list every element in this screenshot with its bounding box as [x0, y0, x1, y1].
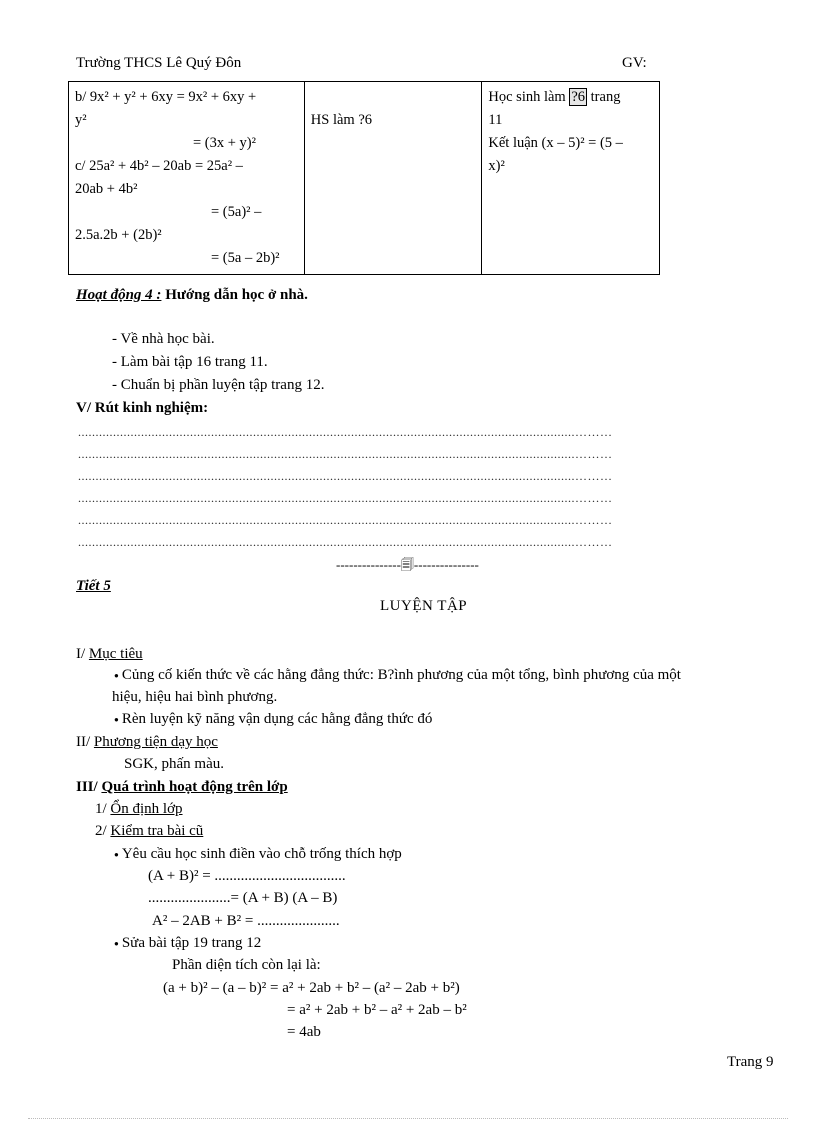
section1-title: Mục tiêu — [88, 646, 143, 662]
task-item — [114, 846, 402, 863]
solution-line: Phần diện tích còn lại là: — [172, 957, 321, 973]
solution-line: = 4ab — [287, 1024, 321, 1040]
table-line: = (5a – 2b)² — [211, 250, 280, 266]
subsection-1 — [95, 801, 183, 818]
task-text: Yêu cầu học sinh điền vào chỗ trống thích hợp — [121, 846, 402, 862]
section2-title: Phương tiện dạy học — [93, 734, 218, 750]
lesson-label: Tiết 5 — [76, 578, 111, 594]
section2-num: II/ — [76, 734, 94, 750]
page-number: Trang 9 — [727, 1054, 774, 1070]
header-school: Trường THCS Lê Quý Đôn — [76, 55, 242, 71]
homework-item: - Làm bài tập 16 trang 11. — [112, 354, 268, 370]
subsection-2 — [95, 823, 203, 840]
dotted-line: ..............................................................................................................................................……… — [78, 447, 613, 461]
activity4-title: Hướng dẫn học ở nhà. — [161, 287, 308, 303]
lesson-title: LUYỆN TẬP — [380, 598, 468, 614]
objective-item — [114, 667, 681, 684]
dotted-line: ..............................................................................................................................................……… — [78, 535, 613, 549]
table-line: x)² — [488, 158, 505, 174]
table-line: c/ 25a² + 4b² – 20ab = 25a² – — [75, 158, 243, 174]
section1-num: I/ — [76, 646, 89, 662]
activity4-heading — [76, 287, 308, 304]
table-cell-student — [304, 82, 482, 275]
page-bottom-rule — [28, 1118, 788, 1119]
notes-pre: Học sinh làm — [488, 89, 570, 105]
activity4-label: Hoạt động 4 : — [76, 287, 162, 303]
materials-text: SGK, phấn màu. — [124, 756, 224, 772]
table-line: 20ab + 4b² — [75, 181, 138, 197]
homework-item: - Về nhà học bài. — [112, 331, 215, 347]
table-line: Kết luận (x – 5)² = (5 – — [488, 135, 623, 151]
table-line: = (5a)² – — [211, 204, 262, 220]
notes-post: trang — [587, 89, 621, 105]
homework-item: - Chuẩn bị phần luyện tập trang 12. — [112, 377, 325, 393]
table-line — [488, 86, 653, 109]
experience-heading: V/ Rút kinh nghiệm: — [76, 400, 209, 416]
objective-continuation: hiệu, hiệu hai bình phương. — [112, 689, 278, 705]
table-line: b/ 9x² + y² + 6xy = 9x² + 6xy + — [75, 89, 257, 105]
objective-item — [114, 711, 432, 728]
header-teacher: GV: — [622, 55, 647, 71]
section1-heading — [76, 646, 143, 663]
section3-heading — [76, 779, 288, 796]
objective-text: Củng cố kiến thức về các hằng đẳng thức: B?ình phương của một tổng, bình phương của một — [121, 667, 681, 683]
formula-line: (A + B)² = ................................... — [148, 868, 346, 884]
subsection-title: Ổn định lớp — [110, 801, 183, 817]
table-cell-content — [69, 82, 305, 275]
subsection-num: 1/ — [95, 801, 111, 817]
table-line: y² — [75, 112, 87, 128]
formula-line: A² – 2AB + B² = ...................... — [152, 913, 340, 929]
section-separator: ---------------🗐--------------- — [336, 557, 479, 572]
table-line: = (3x + y)² — [193, 135, 256, 151]
student-activity: HS làm ?6 — [310, 112, 373, 128]
dotted-line: ..............................................................................................................................................……… — [78, 425, 613, 439]
formula-line: ......................= (A + B) (A – B) — [148, 890, 338, 906]
objective-text: Rèn luyện kỹ năng vận dụng các hằng đẳng thức đó — [121, 711, 433, 727]
subsection-title: Kiểm tra bài cũ — [110, 823, 204, 839]
dotted-line: ..............................................................................................................................................……… — [78, 469, 613, 483]
table-cell-notes — [482, 82, 660, 275]
task-item — [114, 935, 261, 952]
solution-line: (a + b)² – (a – b)² = a² + 2ab + b² – (a² – 2ab + b²) — [163, 980, 460, 996]
solution-line: = a² + 2ab + b² – a² + 2ab – b² — [287, 1002, 467, 1018]
table-line: 11 — [488, 112, 503, 128]
question-ref-box: ?6 — [571, 89, 586, 105]
section2-heading — [76, 734, 218, 751]
dotted-line: ..............................................................................................................................................……… — [78, 513, 613, 527]
dotted-line: ..............................................................................................................................................……… — [78, 491, 613, 505]
activity-table — [68, 81, 660, 275]
section3-title: Quá trình hoạt động trên lớp — [101, 779, 288, 795]
section3-num: III/ — [76, 779, 102, 795]
task-text: Sửa bài tập 19 trang 12 — [121, 935, 262, 951]
table-line: 2.5a.2b + (2b)² — [75, 227, 162, 243]
subsection-num: 2/ — [95, 823, 111, 839]
